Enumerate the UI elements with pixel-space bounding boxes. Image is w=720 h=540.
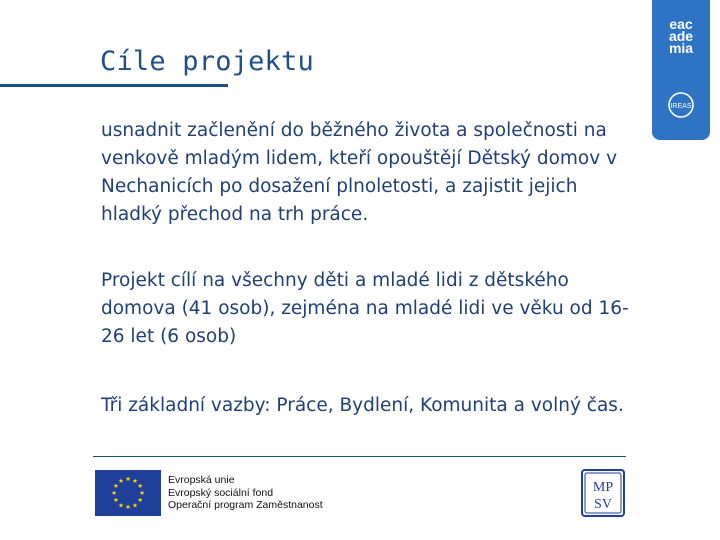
eu-funding-text bbox=[168, 474, 323, 512]
eu-star-icon: ★ bbox=[137, 482, 144, 491]
eu-star-icon: ★ bbox=[139, 489, 145, 498]
eu-star-icon: ★ bbox=[132, 477, 138, 486]
title-underline bbox=[0, 84, 228, 87]
eu-star-icon: ★ bbox=[112, 496, 119, 505]
eu-star-icon: ★ bbox=[118, 501, 124, 510]
eu-line-union: Evropská unie bbox=[168, 474, 235, 486]
eu-flag-icon bbox=[95, 470, 161, 516]
paragraph-goal: usnadnit začlenění do běžného života a společnosti na venkově mladým lidem, kteří opouštějí Dětský domov v Nechanicích po dosažení plnoletosti, a zajistit jejich hladký přechod na trh práce. bbox=[101, 120, 618, 225]
eu-star-icon: ★ bbox=[112, 482, 119, 491]
ireas-label: IREAS bbox=[670, 103, 692, 110]
mpsv-label-top: MP bbox=[592, 480, 614, 495]
eu-star-icon: ★ bbox=[125, 475, 131, 484]
mpsv-logo bbox=[581, 469, 625, 517]
footer-divider bbox=[93, 456, 626, 457]
eu-star-icon: ★ bbox=[132, 501, 138, 510]
eu-star-icon: ★ bbox=[111, 489, 117, 498]
eu-line-program: Operační program Zaměstnanost bbox=[168, 499, 323, 511]
eu-star-icon: ★ bbox=[118, 477, 124, 486]
eu-star-icon: ★ bbox=[125, 503, 131, 512]
eu-star-icon: ★ bbox=[137, 496, 144, 505]
sidebar-logo-panel bbox=[652, 0, 710, 140]
ireas-logo bbox=[666, 90, 696, 120]
paragraph-ties: Tři základní vazby: Práce, Bydlení, Komunita a volný čas. bbox=[101, 395, 624, 416]
paragraph-target-group: Projekt cílí na všechny děti a mladé lidi z dětského domova (41 osob), zejména na mladé lidi ve věku od 16-26 let (6 osob) bbox=[101, 270, 629, 347]
eacademia-logo: eac ade mia bbox=[668, 16, 694, 56]
page-title: Cíle projektu bbox=[100, 46, 314, 77]
mpsv-label-bottom: SV bbox=[594, 497, 612, 512]
eu-line-fund: Evropský sociální fond bbox=[168, 486, 274, 499]
